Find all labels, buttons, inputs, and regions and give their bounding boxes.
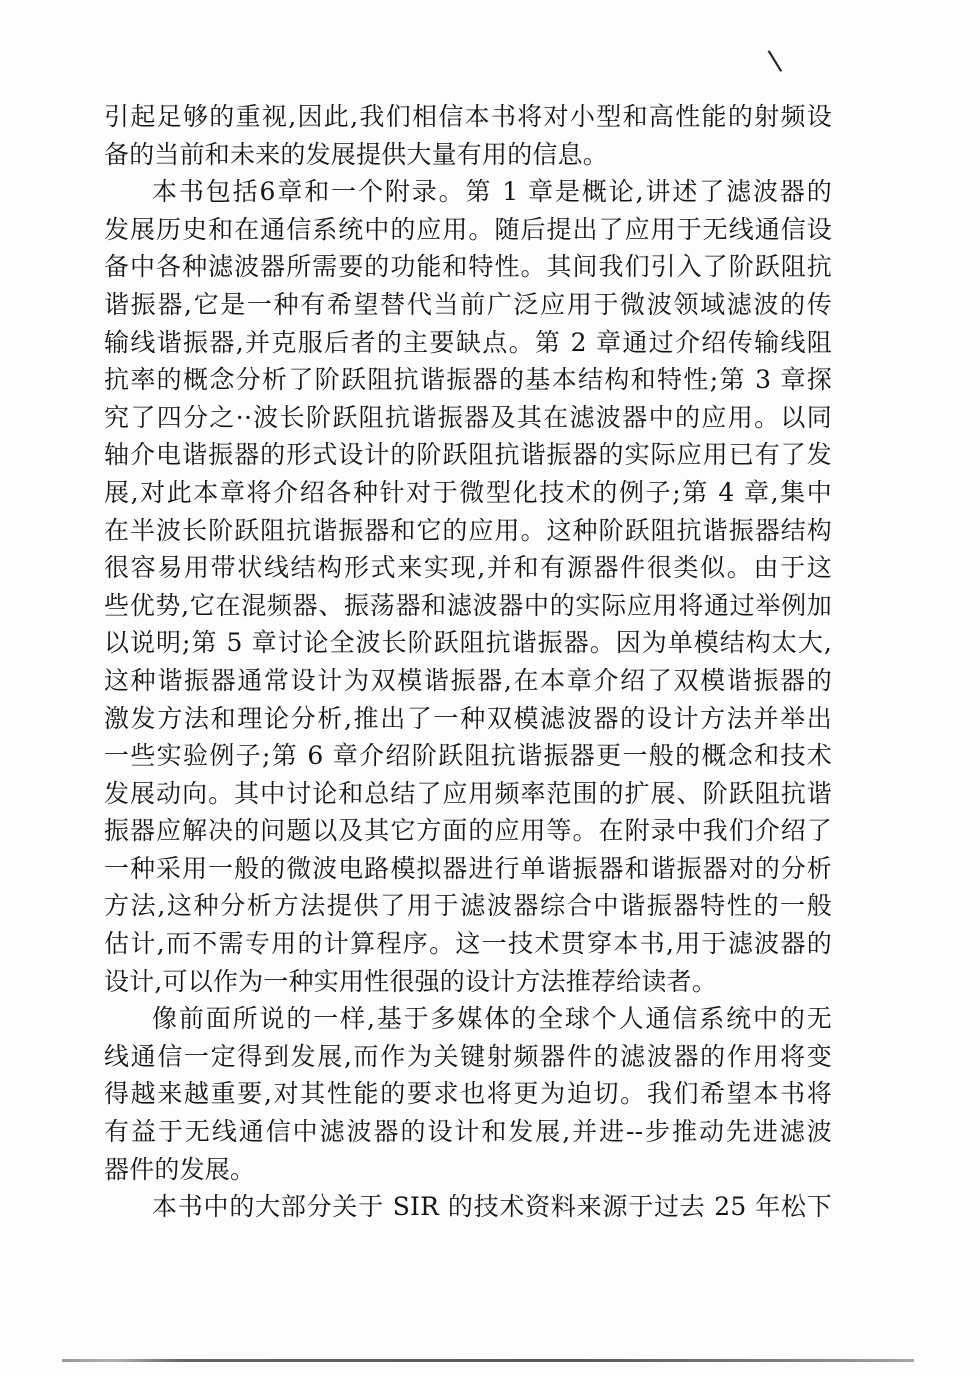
- text-line: 些优势,它在混频器、振荡器和滤波器中的实际应用将通过举例加: [104, 590, 832, 620]
- text-line: 以说明;第 5 章讨论全波长阶跃阻抗谐振器。因为单模结构太大,: [104, 628, 832, 658]
- text-line: 轴介电谐振器的形式设计的阶跃阻抗谐振器的实际应用已有了发: [104, 440, 832, 470]
- body-text: [104, 98, 832, 1226]
- text-line: 激发方法和理论分析,推出了一种双模滤波器的设计方法并举出: [104, 703, 832, 733]
- text-line: 发展历史和在通信系统中的应用。随后提出了应用于无线通信设: [104, 214, 832, 244]
- text-line: 有益于无线通信中滤波器的设计和发展,并进--步推动先进滤波: [104, 1117, 832, 1147]
- text-line: 谐振器,它是一种有希望替代当前广泛应用于微波领域滤波的传: [104, 289, 832, 319]
- paragraph-start-line: 像前面所说的一样,基于多媒体的全球个人通信系统中的无: [152, 1004, 832, 1034]
- text-line: 一些实验例子;第 6 章介绍阶跃阻抗谐振器更一般的概念和技术: [104, 741, 832, 771]
- text-line: 线通信一定得到发展,而作为关键射频器件的滤波器的作用将变: [104, 1041, 832, 1071]
- paragraph-start-line: 本书中的大部分关于 SIR 的技术资料来源于过去 25 年松下: [152, 1192, 832, 1222]
- text-line: 方法,这种分析方法提供了用于滤波器综合中谐振器特性的一般: [104, 891, 832, 921]
- text-line: 这种谐振器通常设计为双模谐振器,在本章介绍了双模谐振器的: [104, 665, 832, 695]
- text-line: 究了四分之··波长阶跃阻抗谐振器及其在滤波器中的应用。以同: [104, 402, 832, 432]
- scan-edge-line: [62, 1359, 914, 1362]
- text-line: 振器应解决的问题以及其它方面的应用等。在附录中我们介绍了: [104, 816, 832, 846]
- text-line: 在半波长阶跃阻抗谐振器和它的应用。这种阶跃阻抗谐振器结构: [104, 515, 832, 545]
- text-line: 设计,可以作为一种实用性很强的设计方法推荐给读者。: [104, 966, 717, 996]
- text-line: 器件的发展。: [104, 1154, 256, 1184]
- text-line: 备的当前和未来的发展提供大量有用的信息。: [104, 139, 609, 169]
- corner-mark: \: [766, 43, 784, 78]
- text-line: 备中各种滤波器所需要的功能和特性。其间我们引入了阶跃阻抗: [104, 252, 832, 282]
- text-line: 输线谐振器,并克服后者的主要缺点。第 2 章通过介绍传输线阻: [104, 327, 832, 357]
- text-line: 估计,而不需专用的计算程序。这一技术贯穿本书,用于滤波器的: [104, 929, 832, 959]
- text-line: 抗率的概念分析了阶跃阻抗谐振器的基本结构和特性;第 3 章探: [104, 365, 832, 395]
- text-line: 得越来越重要,对其性能的要求也将更为迫切。我们希望本书将: [104, 1079, 832, 1109]
- paragraph-start-line: 本书包括6章和一个附录。第 1 章是概论,讲述了滤波器的: [152, 177, 832, 207]
- text-line: 引起足够的重视,因此,我们相信本书将对小型和高性能的射频设: [104, 102, 832, 131]
- text-line: 发展动向。其中讨论和总结了应用频率范围的扩展、阶跃阻抗谐: [104, 778, 832, 808]
- text-line: 很容易用带状线结构形式来实现,并和有源器件很类似。由于这: [104, 553, 832, 583]
- text-line: 一种采用一般的微波电路模拟器进行单谐振器和谐振器对的分析: [104, 853, 832, 883]
- text-line: 展,对此本章将介绍各种针对于微型化技术的例子;第 4 章,集中: [104, 477, 832, 507]
